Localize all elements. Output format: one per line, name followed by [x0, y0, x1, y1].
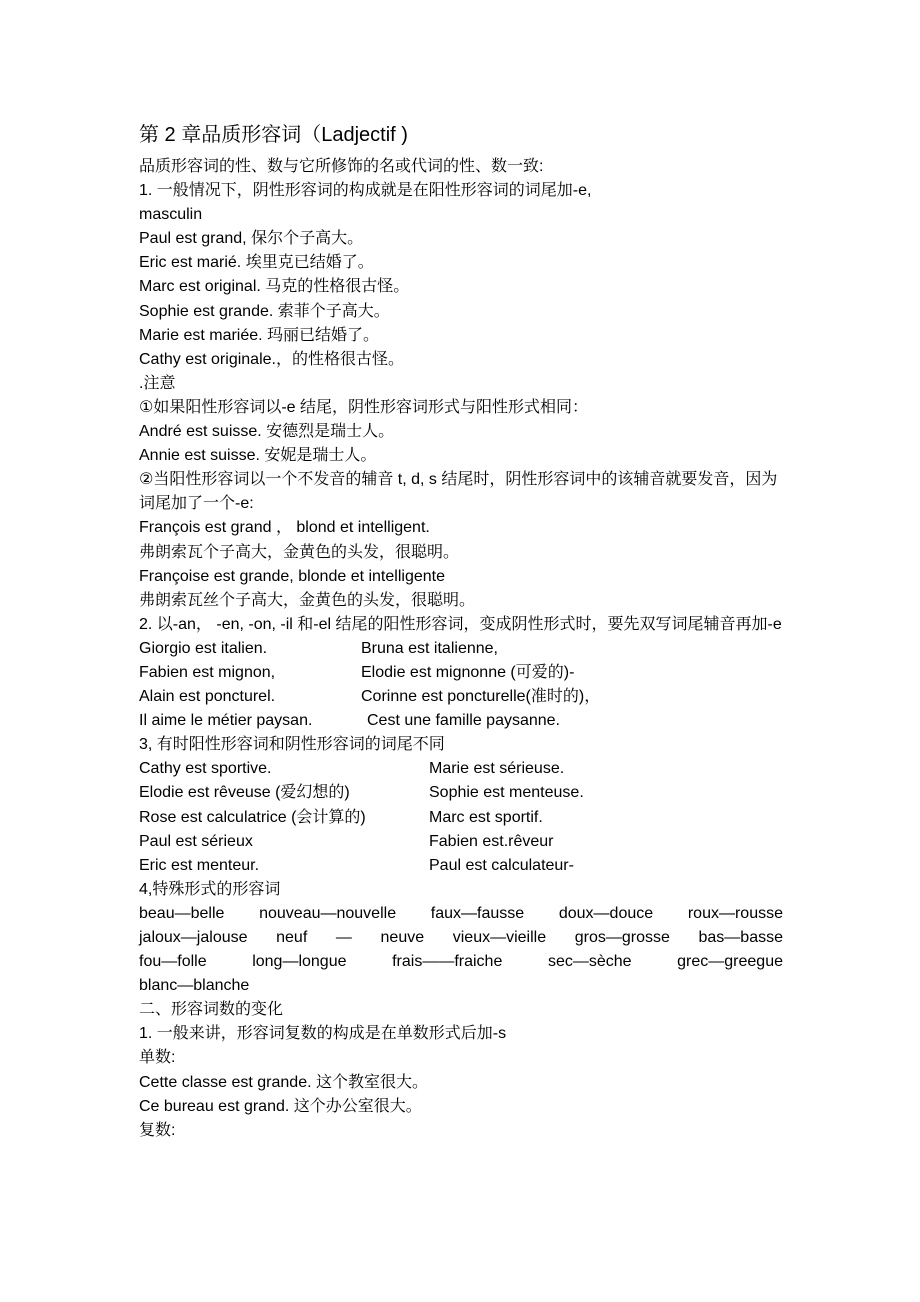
masculine-example: Rose est calculatrice (会计算的): [139, 808, 366, 826]
section-1-heading: 1. 一般情况下，阴性形容词的构成就是在阳性形容词的词尾加-e,: [139, 182, 592, 200]
note-1: ①如果阳性形容词以-e 结尾，阴性形容词形式与阳性形式相同：: [139, 398, 589, 416]
feminine-example: Marc est sportif.: [429, 808, 543, 826]
masculine-example: Fabien est mignon,: [139, 663, 276, 681]
example-pair: [139, 757, 783, 781]
example-line: Eric est marié. 埃里克已结婚了。: [139, 254, 374, 272]
section-4-heading: 4,特殊形式的形容词: [139, 880, 281, 898]
feminine-example: Cest une famille paysanne.: [367, 712, 560, 730]
example-line: Sophie est grande. 索菲个子高大。: [139, 302, 390, 320]
example-pair: [139, 709, 783, 733]
example-line: Marc est original. 马克的性格很古怪。: [139, 278, 410, 296]
adjective-forms-line: jaloux—jalouse neuf — neuve vieux—vieille gros—grosse bas—basse: [139, 929, 783, 946]
intro-text: 品质形容词的性、数与它所修饰的名或代词的性、数一致:: [139, 158, 544, 175]
note-label: .注意: [139, 374, 176, 392]
section-2-heading: 2. 以-an， -en, -on, -il 和-el 结尾的阳性形容词，变成阴性形式时，要先双写词尾辅音再加-e: [139, 615, 782, 633]
feminine-example: Marie est sérieuse.: [429, 760, 565, 778]
masculine-example: Alain est poncturel.: [139, 688, 276, 706]
example-line: Marie est mariée. 玛丽已结婚了。: [139, 326, 380, 344]
example-line: Paul est grand, 保尔个子高大。: [139, 230, 364, 248]
plural-label: 复数:: [139, 1121, 176, 1139]
chapter-title: 第 2 章品质形容词（Ladjectif ): [139, 124, 408, 146]
example-line: Françoise est grande, blonde et intelligente: [139, 567, 445, 585]
example-pair: [139, 830, 783, 854]
section-3-heading: 3, 有时阳性形容词和阴性形容词的词尾不同: [139, 736, 445, 754]
example-line: Annie est suisse. 安妮是瑞士人。: [139, 447, 377, 465]
example-line: 弗朗索瓦丝个子高大，金黄色的头发，很聪明。: [139, 591, 476, 609]
example-pair: [139, 854, 783, 878]
masculine-example: Il aime le métier paysan.: [139, 712, 313, 730]
feminine-example: Corinne est poncturelle(准时的)，: [361, 688, 601, 706]
example-line: Ce bureau est grand. 这个办公室很大。: [139, 1097, 422, 1115]
feminine-example: Elodie est mignonne (可爱的)-: [361, 663, 575, 681]
feminine-example: Fabien est.rêveur: [429, 832, 554, 850]
example-pair: [139, 661, 783, 685]
feminine-example: Sophie est menteuse.: [429, 784, 584, 802]
document-body: [139, 121, 783, 1143]
feminine-example: Paul est calculateur-: [429, 856, 574, 874]
masculine-example: Giorgio est italien.: [139, 639, 268, 657]
singular-label: 单数:: [139, 1049, 176, 1067]
example-pair: [139, 637, 783, 661]
adjective-forms-line: blanc—blanche: [139, 977, 250, 995]
feminine-example: Bruna est italienne,: [361, 639, 498, 657]
masculine-example: Paul est sérieux: [139, 832, 253, 850]
example-line: Cette classe est grande. 这个教室很大。: [139, 1073, 428, 1091]
masculine-example: Eric est menteur.: [139, 856, 260, 874]
example-pair: [139, 781, 783, 805]
example-line: André est suisse. 安德烈是瑞士人。: [139, 423, 395, 441]
masculine-example: Elodie est rêveuse (爱幻想的): [139, 784, 350, 802]
masculine-example: Cathy est sportive.: [139, 760, 272, 778]
example-pair: [139, 685, 783, 709]
example-line: Cathy est originale.，的性格很古怪。: [139, 350, 404, 368]
note-2: ②当阳性形容词以一个不发音的辅音 t, d, s 结尾时，阴性形容词中的该辅音就要发音，因为词尾加了一个-e:: [139, 471, 778, 513]
adjective-forms-line: fou—folle long—longue frais——fraiche sec—sèche grec—greegue: [139, 953, 783, 971]
example-line: 弗朗索瓦个子高大，金黄色的头发，很聪明。: [139, 543, 460, 561]
plural-rule: 1. 一般来讲，形容词复数的构成是在单数形式后加-s: [139, 1025, 507, 1043]
example-pair: [139, 806, 783, 830]
masculin-label: masculin: [139, 206, 203, 224]
adjective-forms-line: beau—belle nouveau—nouvelle faux—fausse doux—douce roux—rousse: [139, 904, 783, 922]
part-2-heading: 二、形容词数的变化: [139, 1001, 284, 1019]
example-line: François est grand ， blond et intelligent.: [139, 519, 430, 537]
